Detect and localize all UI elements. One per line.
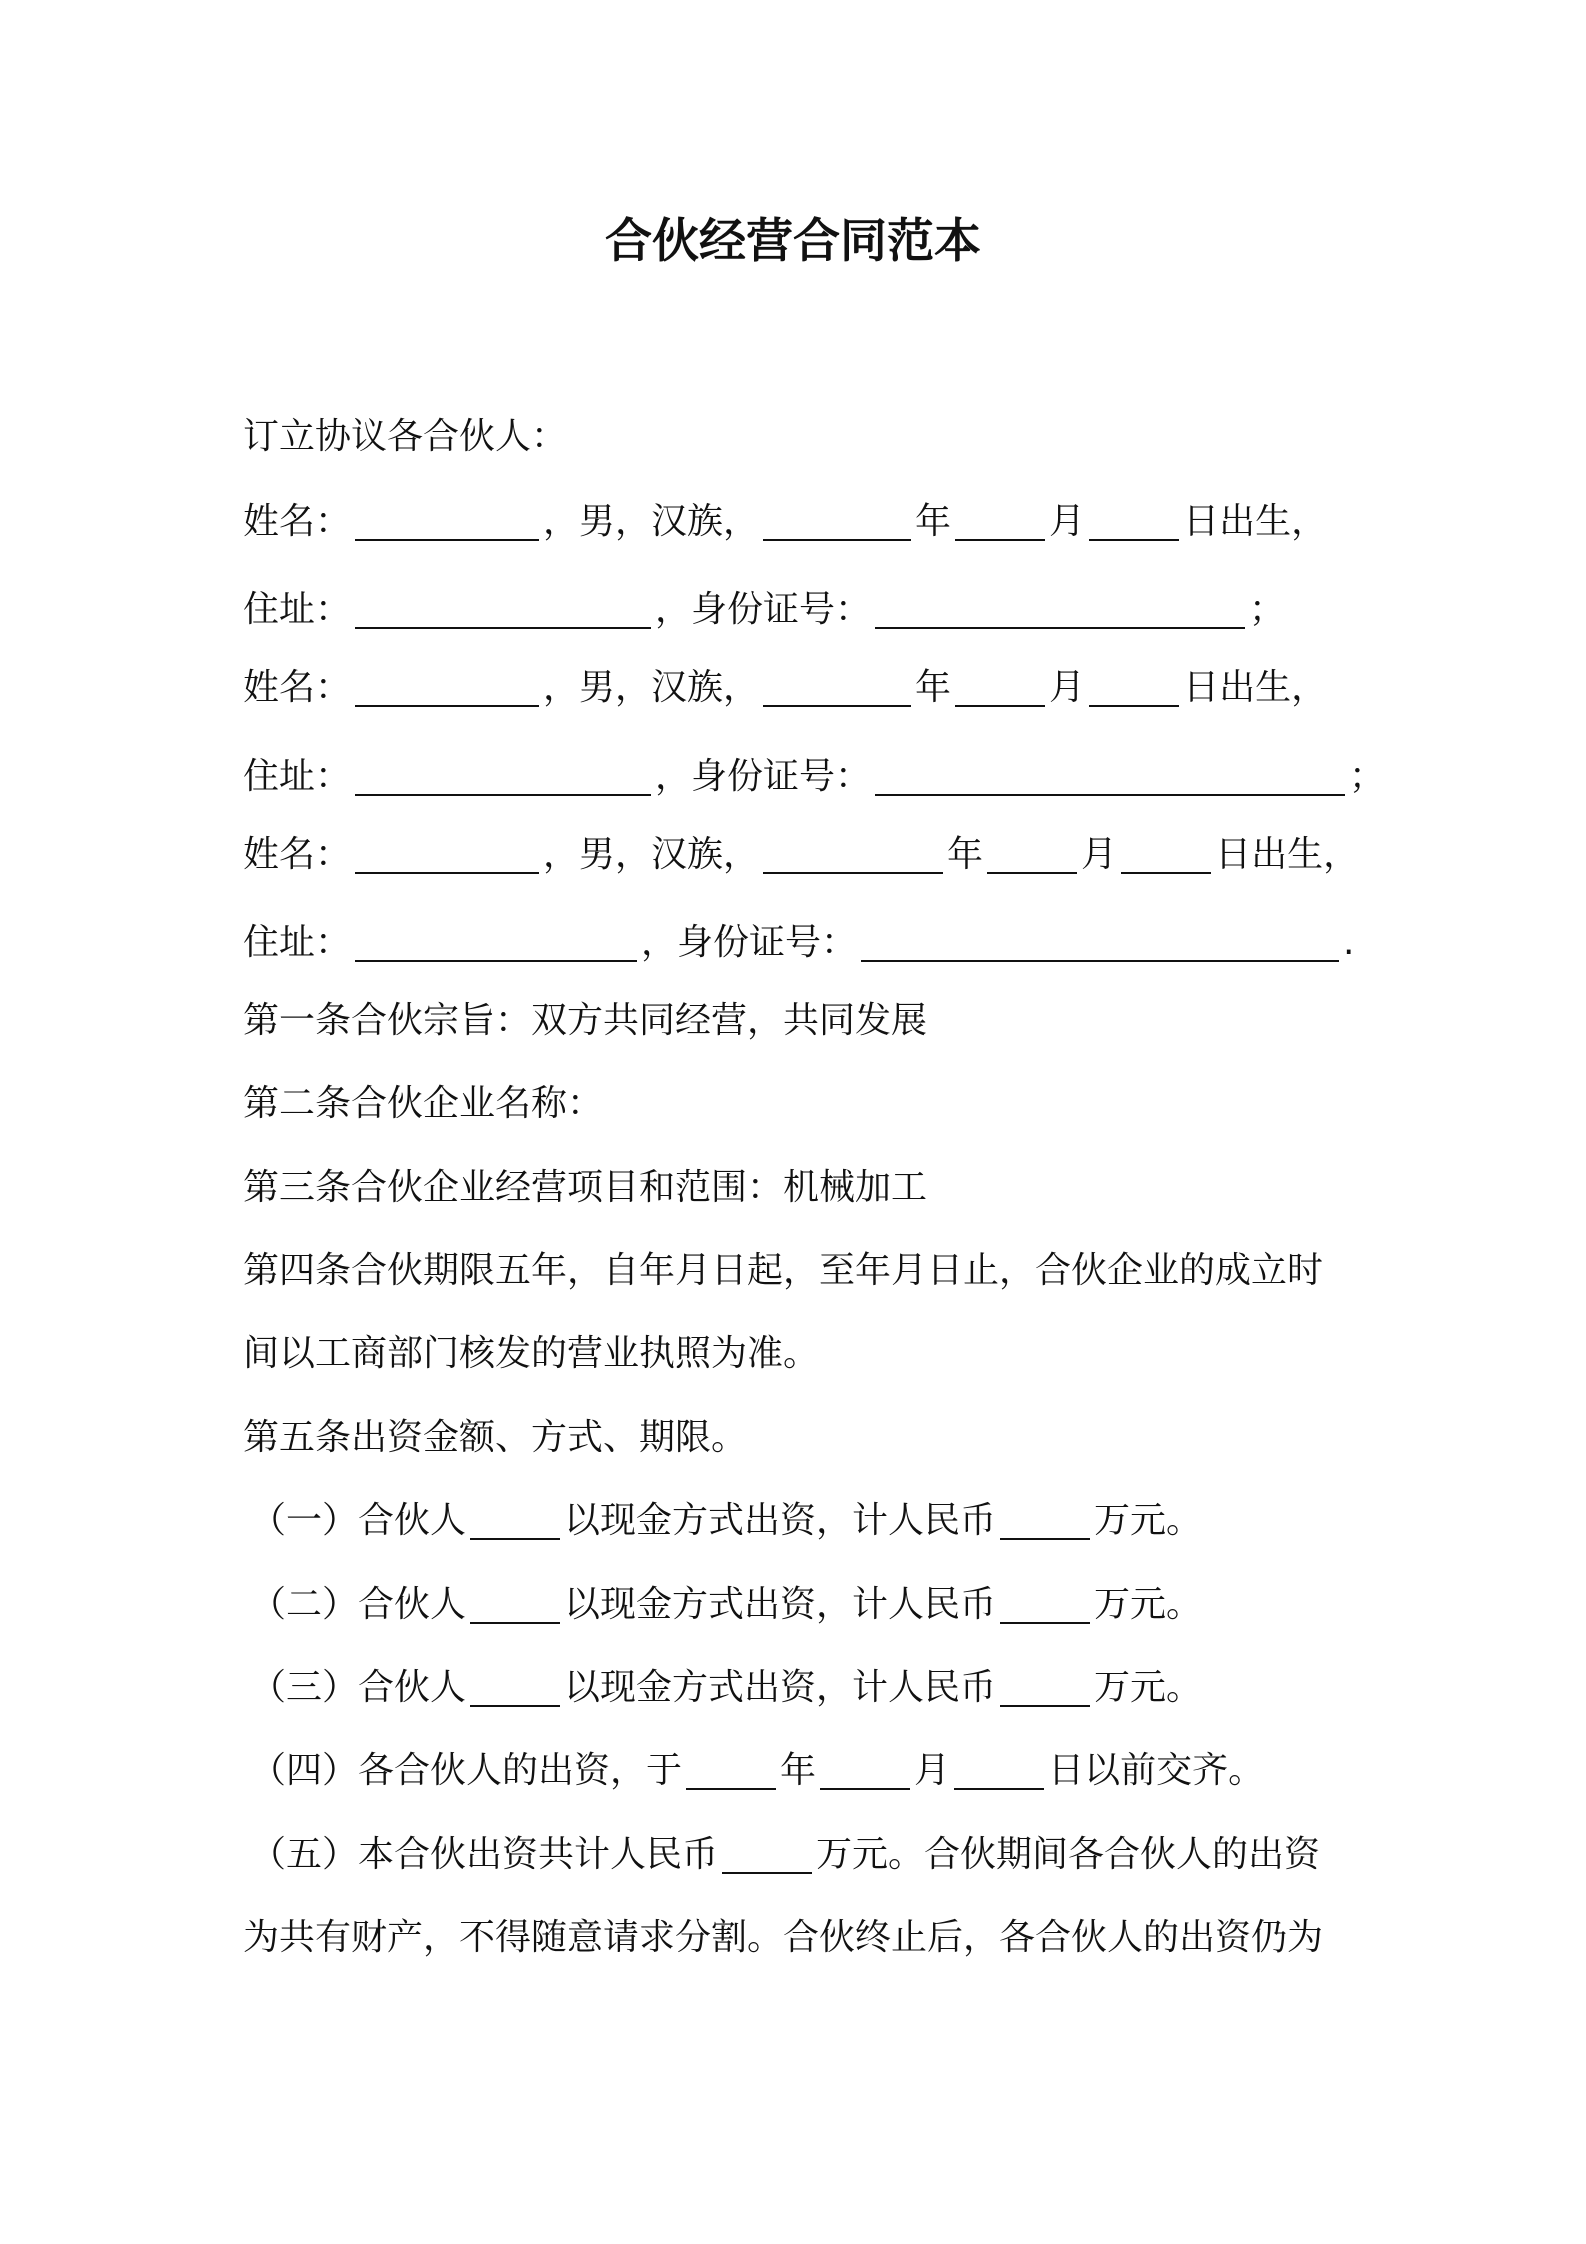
amount-blank (1000, 1586, 1090, 1624)
clause-number: （四） (250, 1750, 359, 1791)
article-3: 第三条合伙企业经营项目和范围：机械加工 (243, 1167, 928, 1208)
day-blank (1089, 669, 1179, 707)
total-tail-text: 万元。合伙期间各合伙人的出资 (816, 1834, 1321, 1875)
month-label: 月 (1049, 667, 1086, 708)
year-blank (763, 836, 943, 874)
total-blank (722, 1836, 812, 1874)
name-label: 姓名： (243, 667, 352, 708)
year-label: 年 (947, 834, 984, 875)
cash-text: 以现金方式出资，计人民币 (564, 1584, 997, 1625)
day-blank (954, 1752, 1044, 1790)
month-label: 月 (1081, 834, 1118, 875)
clause-1 (250, 1496, 1370, 1546)
document-title: 合伙经营合同范本 (605, 214, 981, 269)
day-blank (1121, 836, 1211, 874)
address-label: 住址： (243, 589, 352, 630)
year-label: 年 (915, 667, 952, 708)
name-blank (355, 503, 539, 541)
cash-text: 以现金方式出资，计人民币 (564, 1667, 997, 1708)
partner-label: 合伙人 (358, 1500, 467, 1541)
partner-3-name-line (243, 830, 1363, 880)
amount-blank (1000, 1669, 1090, 1707)
partner-1-address-line (243, 585, 1363, 635)
semicolon: ； (1249, 589, 1286, 630)
gender-ethnicity: ，男，汉族， (543, 667, 760, 708)
address-blank (355, 924, 637, 962)
article-4-line-1: 第四条合伙期限五年，自年月日起，至年月日止，合伙企业的成立时 (243, 1250, 1324, 1291)
clause-2 (250, 1580, 1370, 1630)
semicolon: ； (1349, 756, 1386, 797)
partner-label: 合伙人 (358, 1584, 467, 1625)
address-blank (355, 758, 651, 796)
year-blank (763, 503, 911, 541)
address-blank (355, 591, 651, 629)
amount-blank (1000, 1502, 1090, 1540)
clause-number: （五） (250, 1834, 359, 1875)
cash-text: 以现金方式出资，计人民币 (564, 1500, 997, 1541)
article-5: 第五条出资金额、方式、期限。 (243, 1417, 748, 1458)
wan-text: 万元。 (1094, 1584, 1203, 1625)
month-blank (820, 1752, 910, 1790)
clause-4 (250, 1746, 1370, 1796)
name-blank (355, 836, 539, 874)
partner-blank (470, 1586, 560, 1624)
gender-ethnicity: ，男，汉族， (543, 834, 760, 875)
id-blank (861, 924, 1339, 962)
month-blank (955, 503, 1045, 541)
period: . (1343, 922, 1355, 963)
address-label: 住址： (243, 756, 352, 797)
year-label: 年 (915, 501, 952, 542)
address-label: 住址： (243, 922, 352, 963)
id-blank (875, 591, 1245, 629)
clause-number: （一） (250, 1500, 359, 1541)
day-birth-label: 日出生， (1183, 667, 1328, 708)
clause-5 (250, 1830, 1370, 1880)
day-blank (1089, 503, 1179, 541)
month-blank (987, 836, 1077, 874)
day-birth-label: 日出生， (1215, 834, 1360, 875)
clause-5-continued: 为共有财产，不得随意请求分割。合伙终止后，各合伙人的出资仍为 (243, 1917, 1324, 1958)
id-blank (875, 758, 1345, 796)
name-blank (355, 669, 539, 707)
year-blank (763, 669, 911, 707)
month-label: 月 (1049, 501, 1086, 542)
clause-number: （二） (250, 1584, 359, 1625)
id-label: ，身份证号： (641, 922, 858, 963)
each-invest-text: 各合伙人的出资，于 (358, 1750, 683, 1791)
partner-2-name-line (243, 663, 1363, 713)
clause-3 (250, 1663, 1370, 1713)
partner-1-name-line (243, 497, 1363, 547)
id-label: ，身份证号： (655, 589, 872, 630)
wan-text: 万元。 (1094, 1500, 1203, 1541)
wan-text: 万元。 (1094, 1667, 1203, 1708)
name-label: 姓名： (243, 501, 352, 542)
article-2: 第二条合伙企业名称： (243, 1083, 604, 1124)
partner-3-address-line (243, 918, 1363, 968)
article-4-line-2: 间以工商部门核发的营业执照为准。 (243, 1333, 820, 1374)
month-blank (955, 669, 1045, 707)
partner-blank (470, 1502, 560, 1540)
total-text: 本合伙出资共计人民币 (358, 1834, 719, 1875)
partner-2-address-line (243, 752, 1386, 802)
year-label: 年 (780, 1750, 817, 1791)
gender-ethnicity: ，男，汉族， (543, 501, 760, 542)
clause-number: （三） (250, 1667, 359, 1708)
name-label: 姓名： (243, 834, 352, 875)
partner-label: 合伙人 (358, 1667, 467, 1708)
day-birth-label: 日出生， (1183, 501, 1328, 542)
before-text: 日以前交齐。 (1048, 1750, 1265, 1791)
intro-line: 订立协议各合伙人： (243, 416, 568, 457)
year-blank (686, 1752, 776, 1790)
partner-blank (470, 1669, 560, 1707)
month-label: 月 (914, 1750, 951, 1791)
article-1: 第一条合伙宗旨：双方共同经营，共同发展 (243, 1000, 928, 1041)
id-label: ，身份证号： (655, 756, 872, 797)
